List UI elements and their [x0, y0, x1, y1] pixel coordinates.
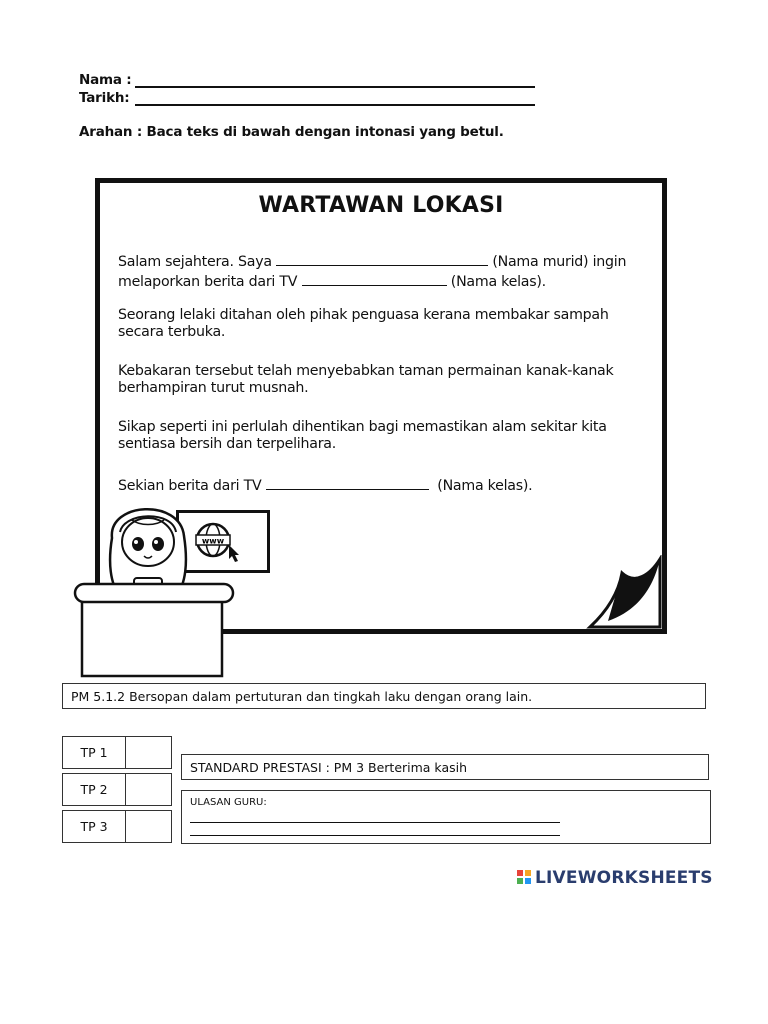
class-name-blank-1[interactable] — [302, 271, 447, 286]
board-title: WARTAWAN LOKASI — [258, 193, 504, 218]
instruction-text: Arahan : Baca teks di bawah dengan intonasi yang betul. — [79, 124, 504, 140]
tp1-checkbox[interactable] — [125, 737, 170, 768]
paragraph-5 — [118, 475, 648, 495]
p1-text-c: melaporkan berita dari TV — [118, 274, 298, 290]
logo-squares-icon — [517, 870, 531, 884]
www-text: www — [201, 536, 225, 546]
p5-text-b: (Nama kelas). — [437, 478, 533, 494]
paragraph-1 — [118, 251, 648, 291]
name-field[interactable] — [135, 86, 535, 88]
liveworksheets-logo — [517, 868, 713, 888]
tp-label: TP 1 — [63, 737, 126, 768]
page-curl-icon — [580, 555, 670, 635]
name-label: Nama : — [79, 72, 132, 88]
standard-prestasi: STANDARD PRESTASI : PM 3 Berterima kasih — [181, 754, 709, 780]
student-name-blank[interactable] — [276, 251, 488, 266]
class-name-blank-2[interactable] — [266, 475, 429, 490]
tp2-checkbox[interactable] — [125, 774, 170, 805]
paragraph-2: Seorang lelaki ditahan oleh pihak penguasa kerana membakar sampah secara terbuka. — [118, 307, 609, 340]
p5-text-a: Sekian berita dari TV — [118, 478, 262, 494]
tp-label: TP 3 — [63, 811, 126, 842]
p1-text-d: (Nama kelas). — [450, 274, 546, 290]
paragraph-4: Sikap seperti ini perlulah dihentikan bagi memastikan alam sekitar kita sentiasa bersih dan terpelihara. — [118, 419, 607, 452]
news-desk-icon — [72, 578, 238, 680]
teacher-comment-box — [181, 790, 711, 844]
date-field[interactable] — [135, 104, 535, 106]
cursor-icon — [229, 545, 239, 562]
p1-text-a: Salam sejahtera. Saya — [118, 254, 272, 270]
comment-line-2[interactable] — [190, 835, 560, 836]
paragraph-3: Kebakaran tersebut telah menyebabkan taman permainan kanak-kanak berhampiran turut musnah. — [118, 363, 614, 396]
pm-statement: PM 5.1.2 Bersopan dalam pertuturan dan tingkah laku dengan orang lain. — [62, 683, 706, 709]
date-label: Tarikh: — [79, 90, 130, 106]
tp3-checkbox[interactable] — [125, 811, 170, 842]
comment-line-1[interactable] — [190, 822, 560, 823]
teacher-comment-label: ULASAN GURU: — [190, 797, 267, 808]
p1-text-b: (Nama murid) ingin — [492, 254, 627, 270]
tp-label: TP 2 — [63, 774, 126, 805]
logo-text: LIVEWORKSHEETS — [535, 868, 713, 888]
